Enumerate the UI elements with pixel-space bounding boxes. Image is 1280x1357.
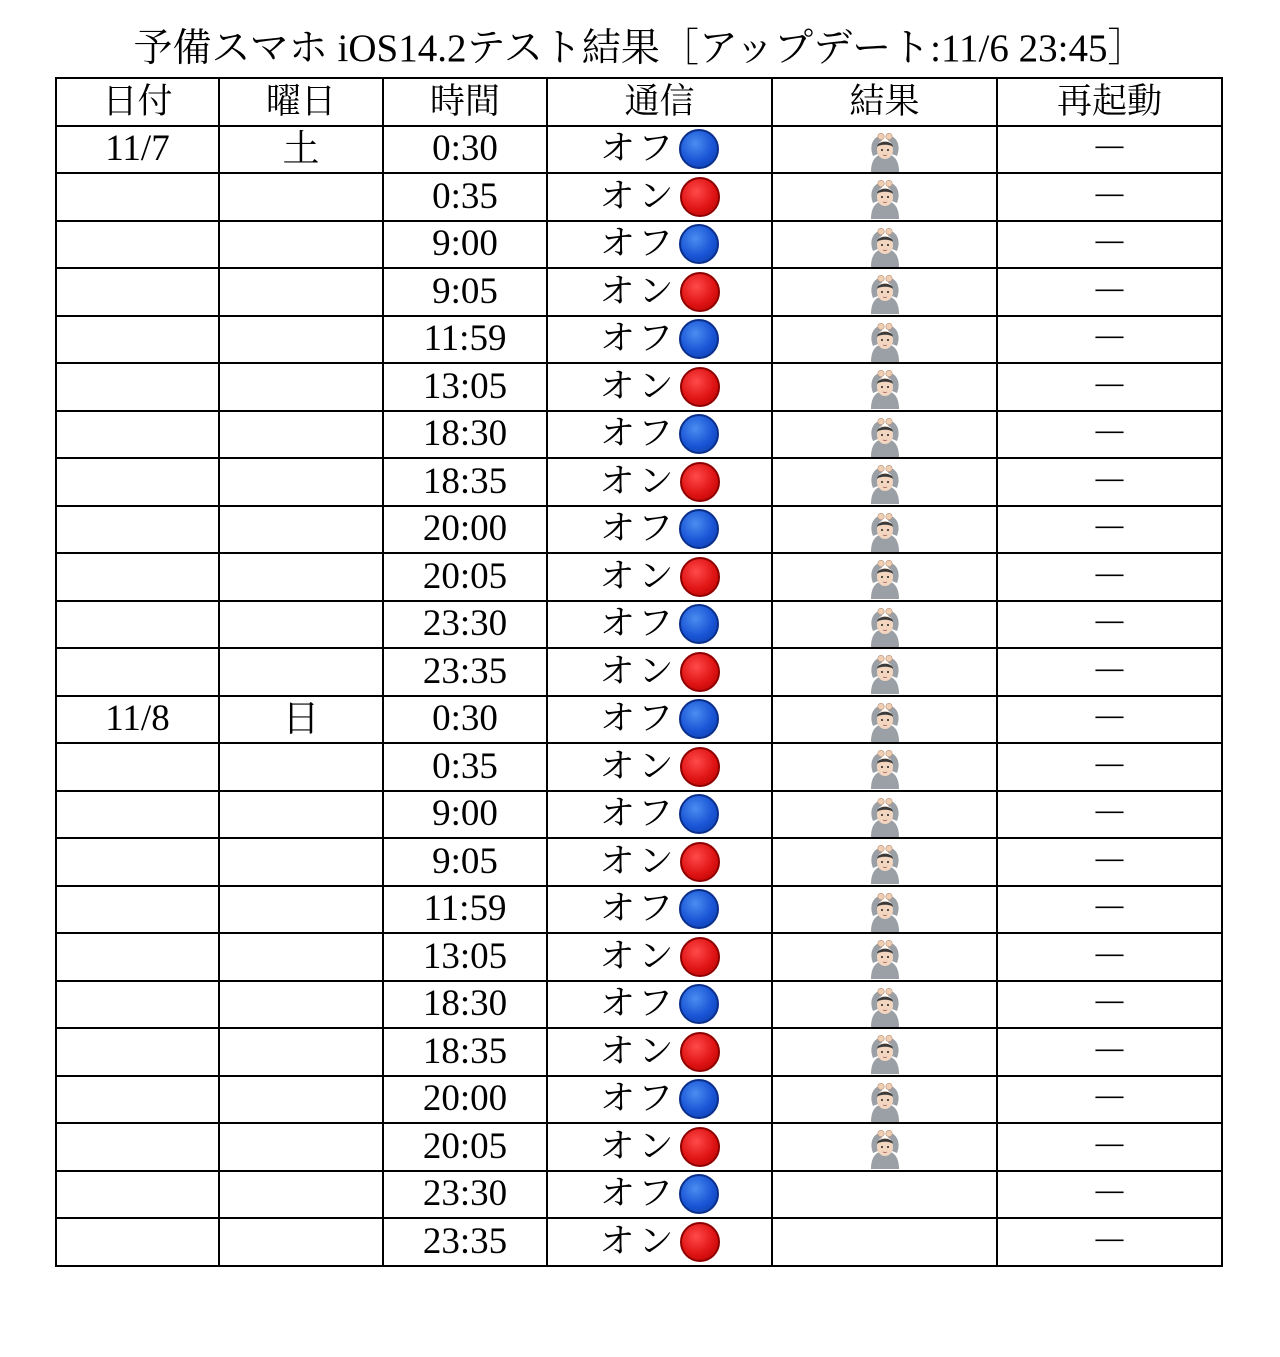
restart-cell: － (997, 411, 1222, 459)
communication-cell (547, 886, 772, 934)
communication-cell (547, 316, 772, 364)
restart-cell: － (997, 601, 1222, 649)
restart-cell: － (997, 838, 1222, 886)
time-cell: 23:35 (383, 648, 547, 696)
date-cell (56, 316, 219, 364)
blue-circle-icon (679, 129, 719, 169)
date-cell (56, 458, 219, 506)
table-row (56, 506, 1222, 554)
red-circle-icon (680, 842, 720, 882)
ok-gesture-person-icon (867, 322, 903, 362)
day-of-week-cell (219, 411, 383, 459)
date-cell (56, 1171, 219, 1219)
table-row (56, 696, 1222, 744)
result-cell (772, 601, 997, 649)
ok-gesture-person-icon (867, 179, 903, 219)
result-cell (772, 933, 997, 981)
communication-label: オン (599, 271, 678, 312)
time-cell: 20:00 (383, 1076, 547, 1124)
date-cell (56, 173, 219, 221)
date-cell (56, 411, 219, 459)
date-cell (56, 981, 219, 1029)
result-cell (772, 838, 997, 886)
ok-gesture-person-icon (867, 892, 903, 932)
day-of-week-cell (219, 838, 383, 886)
communication-cell (547, 933, 772, 981)
restart-cell: － (997, 696, 1222, 744)
communication-cell (547, 1028, 772, 1076)
day-of-week-cell (219, 506, 383, 554)
ok-gesture-person-icon (867, 702, 903, 742)
red-circle-icon (680, 1222, 720, 1262)
day-of-week-cell (219, 1028, 383, 1076)
result-cell (772, 1028, 997, 1076)
communication-cell (547, 173, 772, 221)
blue-circle-icon (679, 889, 719, 929)
communication-cell (547, 506, 772, 554)
day-of-week-cell (219, 173, 383, 221)
day-of-week-cell (219, 886, 383, 934)
red-circle-icon (680, 1032, 720, 1072)
restart-cell: － (997, 221, 1222, 269)
communication-cell (547, 126, 772, 174)
time-cell: 0:30 (383, 696, 547, 744)
communication-label: オフ (600, 1174, 677, 1215)
day-of-week-cell (219, 221, 383, 269)
restart-cell: － (997, 268, 1222, 316)
day-of-week-cell: 土 (219, 126, 383, 174)
result-cell (772, 696, 997, 744)
communication-cell (547, 363, 772, 411)
table-row (56, 173, 1222, 221)
day-of-week-cell (219, 1123, 383, 1171)
time-cell: 18:30 (383, 981, 547, 1029)
communication-cell (547, 458, 772, 506)
ok-gesture-person-icon (867, 844, 903, 884)
table-row (56, 268, 1222, 316)
header-time: 時間 (383, 78, 547, 126)
date-cell (56, 1076, 219, 1124)
date-cell: 11/7 (56, 126, 219, 174)
day-of-week-cell (219, 1076, 383, 1124)
blue-circle-icon (679, 699, 719, 739)
table-row (56, 363, 1222, 411)
restart-cell: － (997, 1218, 1222, 1266)
ok-gesture-person-icon (867, 1034, 903, 1074)
header-result: 結果 (772, 78, 997, 126)
result-cell (772, 506, 997, 554)
day-of-week-cell (219, 981, 383, 1029)
day-of-week-cell (219, 363, 383, 411)
restart-cell: － (997, 1123, 1222, 1171)
restart-cell: － (997, 933, 1222, 981)
communication-label: オフ (600, 129, 677, 170)
result-cell (772, 1123, 997, 1171)
table-row (56, 1028, 1222, 1076)
restart-cell: － (997, 363, 1222, 411)
ok-gesture-person-icon (867, 417, 903, 457)
table-row (56, 1171, 1222, 1219)
communication-cell (547, 648, 772, 696)
ok-gesture-person-icon (867, 132, 903, 172)
communication-cell (547, 1123, 772, 1171)
time-cell: 20:05 (383, 1123, 547, 1171)
table-row (56, 553, 1222, 601)
time-cell: 20:05 (383, 553, 547, 601)
red-circle-icon (680, 747, 720, 787)
result-cell (772, 886, 997, 934)
table-row (56, 316, 1222, 364)
table-row (56, 221, 1222, 269)
date-cell (56, 743, 219, 791)
restart-cell: － (997, 1028, 1222, 1076)
result-cell (772, 648, 997, 696)
restart-cell: － (997, 791, 1222, 839)
date-cell (56, 1218, 219, 1266)
date-cell (56, 1028, 219, 1076)
blue-circle-icon (679, 224, 719, 264)
header-restart: 再起動 (997, 78, 1222, 126)
blue-circle-icon (679, 984, 719, 1024)
result-cell (772, 458, 997, 506)
table-row (56, 1218, 1222, 1266)
communication-cell (547, 981, 772, 1029)
restart-cell: － (997, 648, 1222, 696)
table-row (56, 126, 1222, 174)
communication-label: オフ (600, 889, 677, 930)
time-cell: 11:59 (383, 886, 547, 934)
table-row (56, 838, 1222, 886)
ok-gesture-person-icon (867, 559, 903, 599)
blue-circle-icon (679, 319, 719, 359)
communication-cell (547, 1076, 772, 1124)
time-cell: 9:00 (383, 221, 547, 269)
ok-gesture-person-icon (867, 939, 903, 979)
day-of-week-cell (219, 933, 383, 981)
communication-label: オン (599, 556, 678, 597)
result-cell (772, 743, 997, 791)
day-of-week-cell (219, 553, 383, 601)
day-of-week-cell (219, 648, 383, 696)
communication-cell (547, 1171, 772, 1219)
red-circle-icon (680, 937, 720, 977)
ok-gesture-person-icon (867, 369, 903, 409)
time-cell: 11:59 (383, 316, 547, 364)
date-cell (56, 1123, 219, 1171)
date-cell (56, 268, 219, 316)
restart-cell: － (997, 126, 1222, 174)
restart-cell: － (997, 743, 1222, 791)
time-cell: 13:05 (383, 933, 547, 981)
ok-gesture-person-icon (867, 987, 903, 1027)
date-cell: 11/8 (56, 696, 219, 744)
table-row (56, 411, 1222, 459)
ok-gesture-person-icon (867, 227, 903, 267)
date-cell (56, 601, 219, 649)
ok-gesture-person-icon (867, 1129, 903, 1169)
red-circle-icon (680, 557, 720, 597)
time-cell: 23:30 (383, 601, 547, 649)
communication-label: オフ (600, 414, 677, 455)
red-circle-icon (680, 1127, 720, 1167)
communication-label: オン (599, 461, 678, 502)
communication-cell (547, 791, 772, 839)
communication-label: オン (599, 1126, 678, 1167)
table-row (56, 458, 1222, 506)
communication-label: オフ (600, 984, 677, 1025)
header-day-of-week: 曜日 (219, 78, 383, 126)
result-cell (772, 981, 997, 1029)
date-cell (56, 363, 219, 411)
ok-gesture-person-icon (867, 749, 903, 789)
communication-cell (547, 1218, 772, 1266)
ok-gesture-person-icon (867, 607, 903, 647)
communication-label: オフ (600, 509, 677, 550)
red-circle-icon (680, 652, 720, 692)
date-cell (56, 648, 219, 696)
restart-cell: － (997, 458, 1222, 506)
day-of-week-cell (219, 601, 383, 649)
table-row (56, 743, 1222, 791)
table-row (56, 933, 1222, 981)
communication-label: オン (599, 936, 678, 977)
communication-label: オフ (600, 224, 677, 265)
communication-label: オン (599, 1221, 678, 1262)
time-cell: 18:35 (383, 1028, 547, 1076)
date-cell (56, 791, 219, 839)
time-cell: 13:05 (383, 363, 547, 411)
restart-cell: － (997, 886, 1222, 934)
communication-cell (547, 268, 772, 316)
time-cell: 0:35 (383, 743, 547, 791)
ok-gesture-person-icon (867, 512, 903, 552)
result-cell (772, 268, 997, 316)
date-cell (56, 553, 219, 601)
time-cell: 9:05 (383, 268, 547, 316)
results-table (55, 77, 1223, 1267)
day-of-week-cell (219, 458, 383, 506)
date-cell (56, 221, 219, 269)
time-cell: 18:30 (383, 411, 547, 459)
time-cell: 0:35 (383, 173, 547, 221)
red-circle-icon (680, 177, 720, 217)
communication-label: オン (599, 1031, 678, 1072)
result-cell (772, 411, 997, 459)
ok-gesture-person-icon (867, 1082, 903, 1122)
ok-gesture-person-icon (867, 797, 903, 837)
ok-gesture-person-icon (867, 654, 903, 694)
blue-circle-icon (679, 1174, 719, 1214)
time-cell: 18:35 (383, 458, 547, 506)
result-cell (772, 1218, 997, 1266)
communication-cell (547, 221, 772, 269)
ok-gesture-person-icon (867, 464, 903, 504)
results-body (56, 126, 1222, 1266)
time-cell: 9:00 (383, 791, 547, 839)
ok-gesture-person-icon (867, 274, 903, 314)
day-of-week-cell (219, 268, 383, 316)
red-circle-icon (680, 367, 720, 407)
date-cell (56, 886, 219, 934)
result-cell (772, 126, 997, 174)
communication-cell (547, 696, 772, 744)
time-cell: 23:35 (383, 1218, 547, 1266)
communication-label: オフ (600, 1079, 677, 1120)
communication-label: オフ (600, 794, 677, 835)
red-circle-icon (680, 462, 720, 502)
result-cell (772, 316, 997, 364)
table-row (56, 648, 1222, 696)
communication-cell (547, 553, 772, 601)
blue-circle-icon (679, 414, 719, 454)
page-title: 予備スマホ iOS14.2テスト結果［アップデート:11/6 23:45］ (133, 27, 1147, 70)
time-cell: 23:30 (383, 1171, 547, 1219)
day-of-week-cell (219, 316, 383, 364)
communication-label: オン (599, 841, 678, 882)
result-cell (772, 221, 997, 269)
table-row (56, 601, 1222, 649)
restart-cell: － (997, 981, 1222, 1029)
day-of-week-cell (219, 1218, 383, 1266)
header-row (56, 78, 1222, 126)
date-cell (56, 933, 219, 981)
restart-cell: － (997, 173, 1222, 221)
time-cell: 20:00 (383, 506, 547, 554)
restart-cell: － (997, 553, 1222, 601)
header-date: 日付 (56, 78, 219, 126)
header-communication: 通信 (547, 78, 772, 126)
communication-label: オフ (600, 319, 677, 360)
day-of-week-cell: 日 (219, 696, 383, 744)
communication-label: オフ (600, 699, 677, 740)
restart-cell: － (997, 1076, 1222, 1124)
communication-label: オン (599, 366, 678, 407)
date-cell (56, 506, 219, 554)
restart-cell: － (997, 316, 1222, 364)
result-cell (772, 791, 997, 839)
communication-cell (547, 411, 772, 459)
day-of-week-cell (219, 1171, 383, 1219)
result-cell (772, 173, 997, 221)
result-cell (772, 1171, 997, 1219)
blue-circle-icon (679, 1079, 719, 1119)
blue-circle-icon (679, 509, 719, 549)
day-of-week-cell (219, 791, 383, 839)
time-cell: 0:30 (383, 126, 547, 174)
result-cell (772, 553, 997, 601)
restart-cell: － (997, 1171, 1222, 1219)
result-cell (772, 1076, 997, 1124)
blue-circle-icon (679, 794, 719, 834)
table-row (56, 1076, 1222, 1124)
date-cell (56, 838, 219, 886)
table-row (56, 1123, 1222, 1171)
day-of-week-cell (219, 743, 383, 791)
communication-cell (547, 838, 772, 886)
table-row (56, 981, 1222, 1029)
result-cell (772, 363, 997, 411)
communication-cell (547, 743, 772, 791)
communication-label: オン (599, 176, 678, 217)
communication-cell (547, 601, 772, 649)
red-circle-icon (680, 272, 720, 312)
communication-label: オフ (600, 604, 677, 645)
blue-circle-icon (679, 604, 719, 644)
communication-label: オン (599, 651, 678, 692)
restart-cell: － (997, 506, 1222, 554)
table-row (56, 791, 1222, 839)
table-row (56, 886, 1222, 934)
communication-label: オン (599, 746, 678, 787)
time-cell: 9:05 (383, 838, 547, 886)
